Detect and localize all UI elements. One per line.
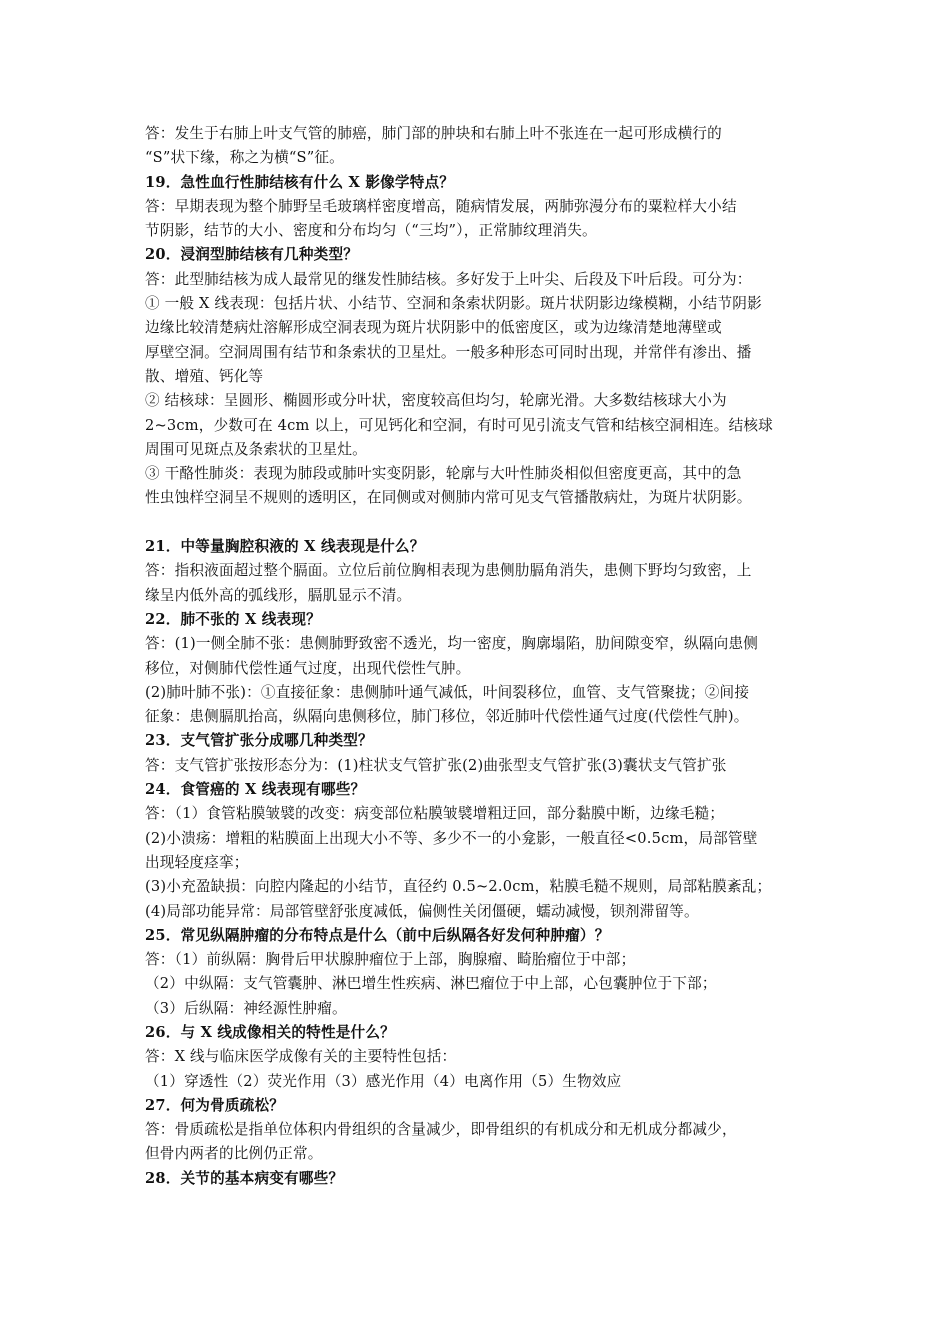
answer-text-line: “S”状下缘，称之为横“S”征。 xyxy=(145,149,344,167)
answer-text-line: (2)小溃疡：增粗的粘膜面上出现大小不等、多少不一的小龛影，一般直径<0.5cm，局部管壁 xyxy=(145,829,758,847)
question-heading: 20．浸润型肺结核有几种类型？ xyxy=(145,246,359,264)
answer-text-line: 厚壁空洞。空洞周围有结节和条索状的卫星灶。一般多种形态可同时出现，并常伴有渗出、播 xyxy=(145,343,752,361)
question-heading: 22．肺不张的 X 线表现？ xyxy=(145,610,321,628)
question-heading: 24．食管癌的 X 线表现有哪些？ xyxy=(145,781,366,799)
document-page xyxy=(145,122,825,1191)
answer-text-line: 缘呈内低外高的弧线形，膈肌显示不清。 xyxy=(145,586,412,604)
answer-text-line: 但骨内两者的比例仍正常。 xyxy=(145,1145,323,1163)
answer-text-line: 答：支气管扩张按形态分为：(1)柱状支气管扩张(2)曲张型支气管扩张(3)囊状支气管扩张 xyxy=(145,756,727,774)
answer-text-line: ③ 干酪性肺炎：表现为肺段或肺叶实变阴影，轮廓与大叶性肺炎相似但密度更高，其中的急 xyxy=(145,465,742,483)
question-heading: 25．常见纵隔肿瘤的分布特点是什么（前中后纵隔各好发何种肿瘤）？ xyxy=(145,926,610,944)
answer-text-line: 节阴影，结节的大小、密度和分布均匀（“三均”），正常肺纹理消失。 xyxy=(145,222,597,240)
answer-text-line: 移位，对侧肺代偿性通气过度，出现代偿性气肿。 xyxy=(145,659,471,677)
answer-text-line: (2)肺叶肺不张)：①直接征象：患侧肺叶通气减低，叶间裂移位，血管、支气管聚拢；②间接 xyxy=(145,683,750,701)
answer-text-line: 答：(1)一侧全肺不张：患侧肺野致密不透光，均一密度，胸廓塌陷，肋间隙变窄，纵隔向患侧 xyxy=(145,635,759,653)
answer-text-line: （1）穿透性（2）荧光作用（3）感光作用（4）电离作用（5）生物效应 xyxy=(145,1072,622,1090)
answer-text-line: (3)小充盈缺损：向腔内隆起的小结节，直径约 0.5~2.0cm，粘膜毛糙不规则，局部粘膜紊乱； xyxy=(145,878,772,896)
answer-text-line: （2）中纵隔：支气管囊肿、淋巴增生性疾病、淋巴瘤位于中上部，心包囊肿位于下部； xyxy=(145,975,717,993)
blank-line xyxy=(145,511,825,535)
answer-text-line: 性虫蚀样空洞呈不规则的透明区，在同侧或对侧肺内常可见支气管播散病灶，为斑片状阴影。 xyxy=(145,489,752,507)
answer-text-line: 答：早期表现为整个肺野呈毛玻璃样密度增高，随病情发展，两肺弥漫分布的粟粒样大小结 xyxy=(145,197,737,215)
answer-text-line: 答：X 线与临床医学成像有关的主要特性包括： xyxy=(145,1048,457,1066)
answer-text-line: 散、增殖、钙化等 xyxy=(145,367,264,385)
question-heading: 23．支气管扩张分成哪几种类型？ xyxy=(145,732,373,750)
answer-text-line: 答：指积液面超过整个膈面。立位后前位胸相表现为患侧肋膈角消失，患侧下野均匀致密，上 xyxy=(145,562,752,580)
answer-text-line: 答：骨质疏松是指单位体积内骨组织的含量减少，即骨组织的有机成分和无机成分都减少， xyxy=(145,1121,737,1139)
question-heading: 21．中等量胸腔积液的 X 线表现是什么？ xyxy=(145,538,425,556)
question-heading: 26．与 X 线成像相关的特性是什么？ xyxy=(145,1023,395,1041)
question-heading: 28．关节的基本病变有哪些？ xyxy=(145,1169,344,1187)
answer-text-line: （3）后纵隔：神经源性肿瘤。 xyxy=(145,999,347,1017)
answer-text-line: 周围可见斑点及条索状的卫星灶。 xyxy=(145,440,367,458)
answer-text-line: 答：此型肺结核为成人最常见的继发性肺结核。多好发于上叶尖、后段及下叶后段。可分为： xyxy=(145,270,752,288)
answer-text-line: 边缘比较清楚病灶溶解形成空洞表现为斑片状阴影中的低密度区，或为边缘清楚地薄壁或 xyxy=(145,319,722,337)
answer-text-line: (4)局部功能异常：局部管壁舒张度减低，偏侧性关闭僵硬，蠕动减慢，钡剂滞留等。 xyxy=(145,902,699,920)
answer-text-line: 2~3cm，少数可在 4cm 以上，可见钙化和空洞，有时可见引流支气管和结核空洞相连。结核球 xyxy=(145,416,773,434)
answer-text-line: 答：（1）前纵隔：胸骨后甲状腺肿瘤位于上部，胸腺瘤、畸胎瘤位于中部； xyxy=(145,951,636,969)
answer-text-line: ① 一般 X 线表现：包括片状、小结节、空洞和条索状阴影。斑片状阴影边缘模糊，小结节阴影 xyxy=(145,295,762,313)
answer-text-line: 答：发生于右肺上叶支气管的肺癌，肺门部的肿块和右肺上叶不张连在一起可形成横行的 xyxy=(145,125,722,142)
answer-text-line: 出现轻度痉挛； xyxy=(145,853,249,871)
answer-text-line: 答：（1）食管粘膜皱襞的改变：病变部位粘膜皱襞增粗迂回，部分黏膜中断，边缘毛糙； xyxy=(145,805,725,823)
answer-text-line: 征象：患侧膈肌抬高，纵隔向患侧移位，肺门移位，邻近肺叶代偿性通气过度(代偿性气肿)。 xyxy=(145,708,749,726)
answer-text-line: ② 结核球：呈圆形、椭圆形或分叶状，密度较高但均匀，轮廓光滑。大多数结核球大小为 xyxy=(145,392,727,410)
question-heading: 27．何为骨质疏松？ xyxy=(145,1096,285,1114)
question-heading: 19．急性血行性肺结核有什么 X 影像学特点？ xyxy=(145,173,455,191)
